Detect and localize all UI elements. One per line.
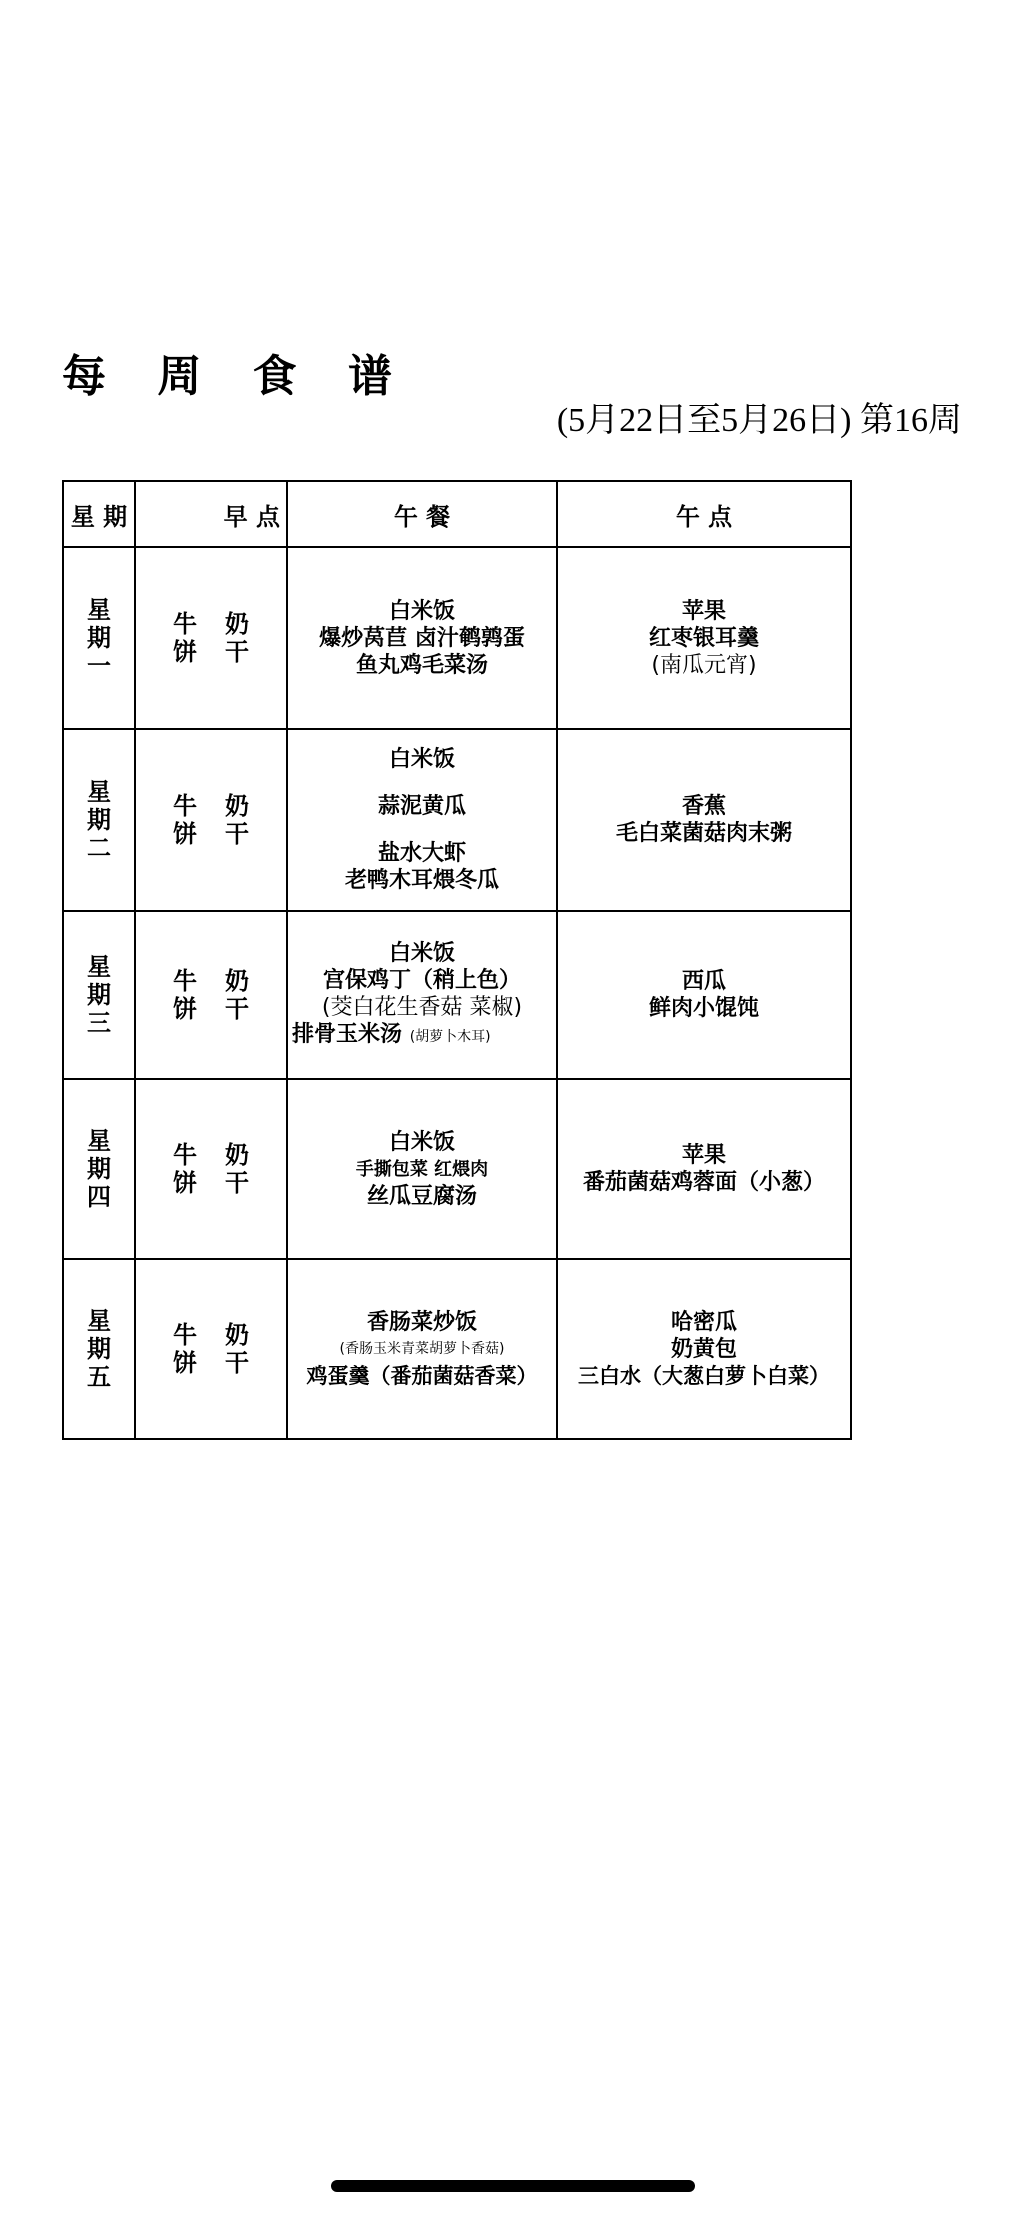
header-row [63, 481, 851, 547]
snack-cell: 苹果 番茄菌菇鸡蓉面（小葱） [557, 1079, 851, 1259]
date-range-week: (5月22日至5月26日) 第16周 [556, 402, 962, 439]
snack-cell: 西瓜 鲜肉小馄饨 [557, 911, 851, 1079]
header-lunch: 午 餐 [287, 481, 557, 547]
table-row [63, 1259, 851, 1439]
breakfast-cell: 牛奶 饼干 [135, 1079, 287, 1259]
lunch-cell: 白米饭 爆炒莴苣 卤汁鹌鹑蛋 鱼丸鸡毛菜汤 [287, 547, 557, 729]
home-indicator[interactable] [331, 2180, 695, 2192]
header-breakfast: 早 点 [135, 481, 287, 547]
breakfast-cell: 牛奶 饼干 [135, 547, 287, 729]
day-cell: 星 期 四 [63, 1079, 135, 1259]
day-cell: 星 期 五 [63, 1259, 135, 1439]
lunch-cell: 白米饭 宫保鸡丁（稍上色） (茭白花生香菇 菜椒) 排骨玉米汤 (胡萝卜木耳) [287, 911, 557, 1079]
table-row [63, 1079, 851, 1259]
snack-cell: 香蕉 毛白菜菌菇肉末粥 [557, 729, 851, 911]
breakfast-cell: 牛奶 饼干 [135, 911, 287, 1079]
day-cell: 星 期 三 [63, 911, 135, 1079]
snack-cell: 苹果 红枣银耳羹 (南瓜元宵) [557, 547, 851, 729]
lunch-cell: 香肠菜炒饭 (香肠玉米青菜胡萝卜香菇) 鸡蛋羹（番茄菌菇香菜） [287, 1259, 557, 1439]
header-day: 星 期 [63, 481, 135, 547]
breakfast-cell: 牛奶 饼干 [135, 729, 287, 911]
snack-cell: 哈密瓜 奶黄包 三白水（大葱白萝卜白菜） [557, 1259, 851, 1439]
day-cell: 星 期 一 [63, 547, 135, 729]
table-row [63, 911, 851, 1079]
table-row [63, 729, 851, 911]
breakfast-cell: 牛奶 饼干 [135, 1259, 287, 1439]
lunch-cell: 白米饭 蒜泥黄瓜 盐水大虾 老鸭木耳煨冬瓜 [287, 729, 557, 911]
header-snack: 午 点 [557, 481, 851, 547]
menu-table [62, 480, 852, 1440]
lunch-cell: 白米饭 手撕包菜 红煨肉 丝瓜豆腐汤 [287, 1079, 557, 1259]
table-row [63, 547, 851, 729]
page-title: 每 周 食 谱 [62, 351, 410, 402]
day-cell: 星 期 二 [63, 729, 135, 911]
